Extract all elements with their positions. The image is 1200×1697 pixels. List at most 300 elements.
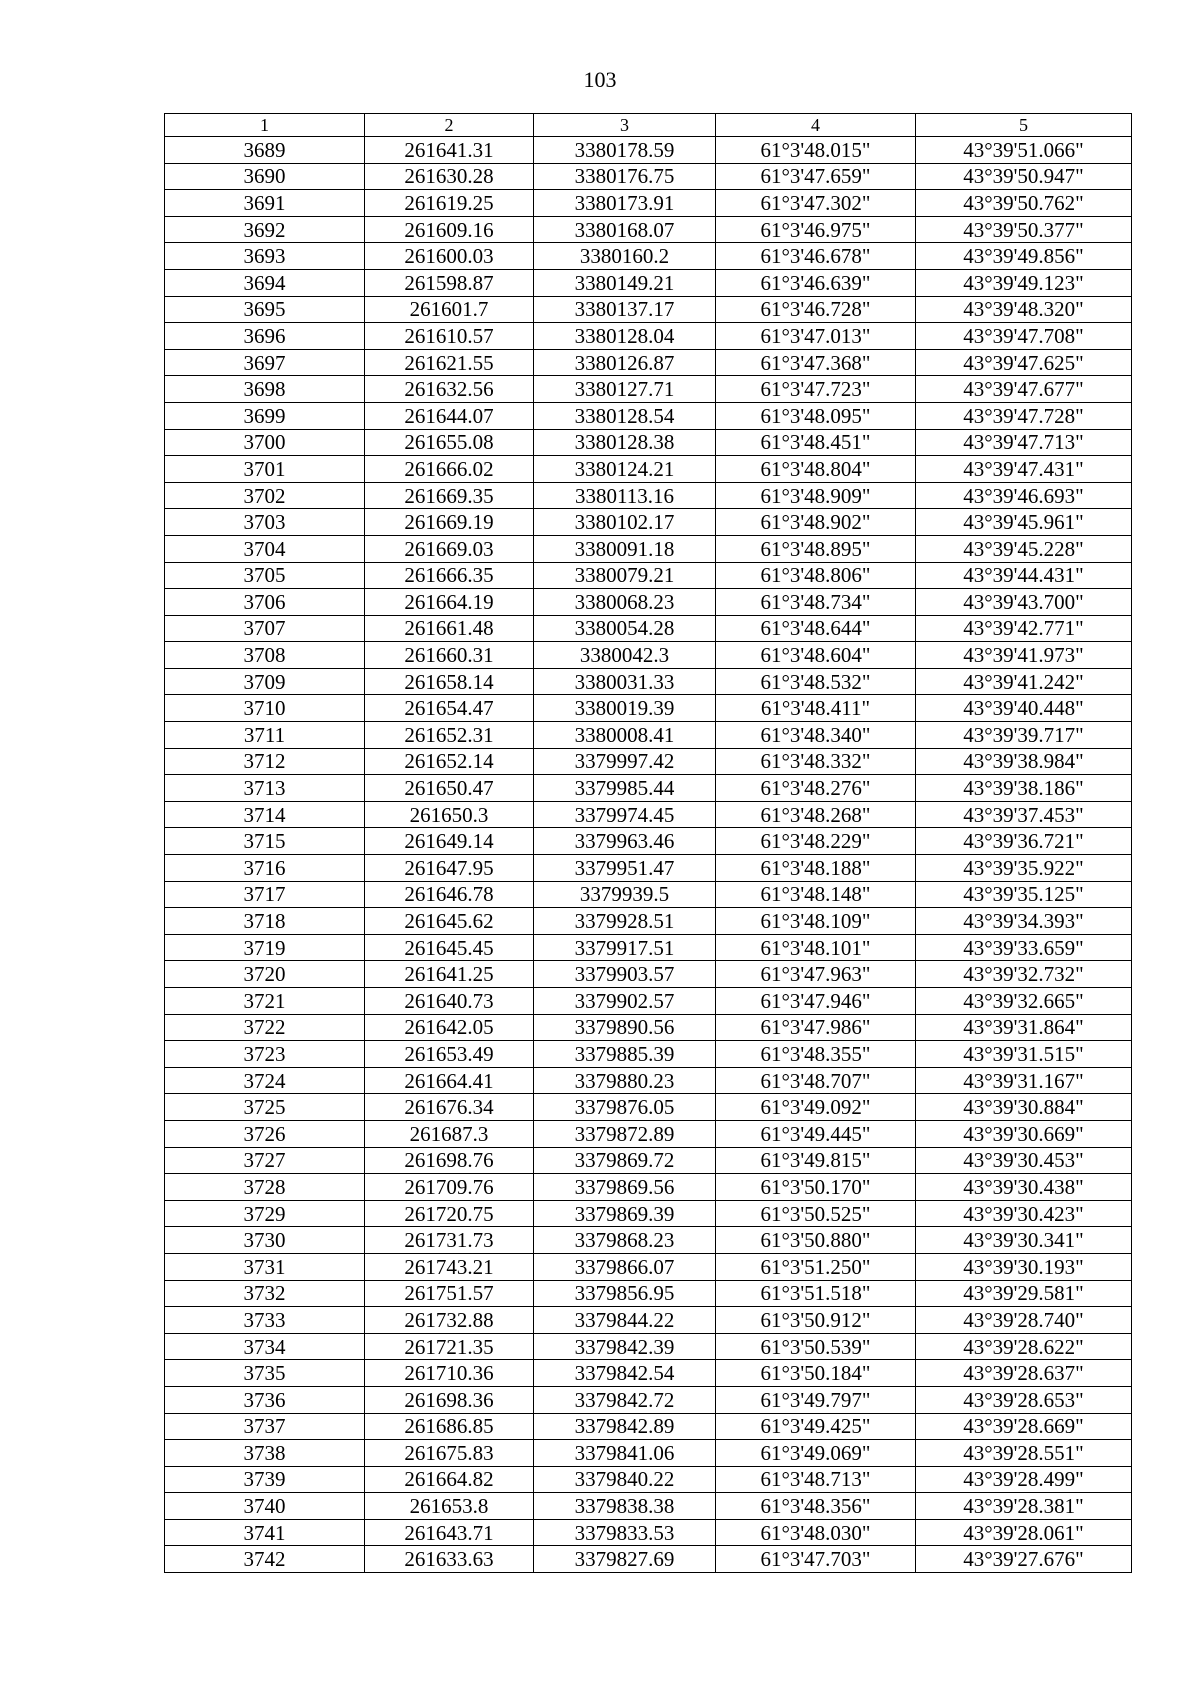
table-cell: 261649.14 xyxy=(365,828,534,855)
table-cell: 61°3'48.902" xyxy=(716,509,916,536)
table-cell: 3737 xyxy=(165,1413,365,1440)
column-header: 4 xyxy=(716,114,916,137)
table-cell: 43°39'43.700" xyxy=(916,589,1132,616)
table-cell: 3734 xyxy=(165,1333,365,1360)
table-cell: 3731 xyxy=(165,1253,365,1280)
table-cell: 3700 xyxy=(165,429,365,456)
table-cell: 3379842.72 xyxy=(534,1386,716,1413)
table-cell: 43°39'47.713" xyxy=(916,429,1132,456)
table-cell: 3703 xyxy=(165,509,365,536)
table-cell: 261660.31 xyxy=(365,642,534,669)
table-row xyxy=(165,402,1132,429)
table-cell: 261645.45 xyxy=(365,934,534,961)
table-cell: 43°39'49.856" xyxy=(916,243,1132,270)
table-cell: 261720.75 xyxy=(365,1200,534,1227)
table-row xyxy=(165,1120,1132,1147)
table-row xyxy=(165,243,1132,270)
table-cell: 261641.31 xyxy=(365,137,534,164)
table-cell: 3380160.2 xyxy=(534,243,716,270)
table-row xyxy=(165,456,1132,483)
table-cell: 43°39'28.669" xyxy=(916,1413,1132,1440)
table-cell: 43°39'37.453" xyxy=(916,801,1132,828)
table-cell: 3701 xyxy=(165,456,365,483)
table-cell: 61°3'48.411" xyxy=(716,695,916,722)
table-cell: 3696 xyxy=(165,323,365,350)
table-cell: 3379974.45 xyxy=(534,801,716,828)
table-cell: 3379880.23 xyxy=(534,1067,716,1094)
table-cell: 61°3'48.895" xyxy=(716,535,916,562)
table-cell: 43°39'32.665" xyxy=(916,988,1132,1015)
table-cell: 61°3'46.639" xyxy=(716,269,916,296)
table-cell: 43°39'38.186" xyxy=(916,775,1132,802)
table-cell: 3695 xyxy=(165,296,365,323)
table-row xyxy=(165,775,1132,802)
table-row xyxy=(165,1440,1132,1467)
table-cell: 43°39'39.717" xyxy=(916,722,1132,749)
table-cell: 61°3'49.092" xyxy=(716,1094,916,1121)
table-cell: 61°3'48.268" xyxy=(716,801,916,828)
table-cell: 61°3'50.880" xyxy=(716,1227,916,1254)
table-cell: 3379890.56 xyxy=(534,1014,716,1041)
table-cell: 3379876.05 xyxy=(534,1094,716,1121)
table-cell: 3712 xyxy=(165,748,365,775)
table-cell: 43°39'28.499" xyxy=(916,1466,1132,1493)
table-cell: 261621.55 xyxy=(365,349,534,376)
table-cell: 61°3'48.713" xyxy=(716,1466,916,1493)
table-cell: 61°3'48.356" xyxy=(716,1493,916,1520)
page-number: 103 xyxy=(583,67,617,92)
table-cell: 3380042.3 xyxy=(534,642,716,669)
table-cell: 43°39'48.320" xyxy=(916,296,1132,323)
table-cell: 3693 xyxy=(165,243,365,270)
table-cell: 3736 xyxy=(165,1386,365,1413)
table-row xyxy=(165,668,1132,695)
table-cell: 43°39'28.637" xyxy=(916,1360,1132,1387)
table-row xyxy=(165,855,1132,882)
table-cell: 261643.71 xyxy=(365,1519,534,1546)
table-cell: 3380127.71 xyxy=(534,376,716,403)
table-cell: 3379939.5 xyxy=(534,881,716,908)
table-row xyxy=(165,1253,1132,1280)
table-row xyxy=(165,1174,1132,1201)
table-cell: 43°39'34.393" xyxy=(916,908,1132,935)
table-cell: 43°39'50.377" xyxy=(916,216,1132,243)
table-row xyxy=(165,1280,1132,1307)
table-cell: 43°39'46.693" xyxy=(916,482,1132,509)
coordinates-table xyxy=(164,113,1132,1573)
table-row xyxy=(165,1519,1132,1546)
table-cell: 3705 xyxy=(165,562,365,589)
table-row xyxy=(165,1041,1132,1068)
table-cell: 3380031.33 xyxy=(534,668,716,695)
table-row xyxy=(165,881,1132,908)
table-cell: 3732 xyxy=(165,1280,365,1307)
table-cell: 3740 xyxy=(165,1493,365,1520)
table-cell: 3379833.53 xyxy=(534,1519,716,1546)
table-cell: 3738 xyxy=(165,1440,365,1467)
table-cell: 261732.88 xyxy=(365,1307,534,1334)
table-cell: 61°3'47.703" xyxy=(716,1546,916,1573)
table-body xyxy=(165,137,1132,1573)
table-cell: 61°3'50.912" xyxy=(716,1307,916,1334)
table-cell: 61°3'46.678" xyxy=(716,243,916,270)
table-cell: 61°3'48.806" xyxy=(716,562,916,589)
table-row xyxy=(165,323,1132,350)
table-cell: 43°39'47.708" xyxy=(916,323,1132,350)
table-row xyxy=(165,349,1132,376)
table-cell: 3692 xyxy=(165,216,365,243)
table-cell: 3380124.21 xyxy=(534,456,716,483)
table-cell: 261653.49 xyxy=(365,1041,534,1068)
table-cell: 43°39'31.515" xyxy=(916,1041,1132,1068)
table-row xyxy=(165,1360,1132,1387)
table-cell: 61°3'49.425" xyxy=(716,1413,916,1440)
table-cell: 61°3'48.604" xyxy=(716,642,916,669)
table-cell: 261653.8 xyxy=(365,1493,534,1520)
table-cell: 261669.35 xyxy=(365,482,534,509)
table-cell: 43°39'51.066" xyxy=(916,137,1132,164)
column-header: 1 xyxy=(165,114,365,137)
table-cell: 43°39'38.984" xyxy=(916,748,1132,775)
table-cell: 3380149.21 xyxy=(534,269,716,296)
table-cell: 61°3'48.532" xyxy=(716,668,916,695)
table-cell: 3380054.28 xyxy=(534,615,716,642)
table-cell: 43°39'47.625" xyxy=(916,349,1132,376)
table-cell: 43°39'45.961" xyxy=(916,509,1132,536)
table-cell: 43°39'30.438" xyxy=(916,1174,1132,1201)
table-cell: 3380008.41 xyxy=(534,722,716,749)
table-row xyxy=(165,137,1132,164)
column-header: 5 xyxy=(916,114,1132,137)
column-header: 2 xyxy=(365,114,534,137)
table-cell: 261721.35 xyxy=(365,1333,534,1360)
table-cell: 3718 xyxy=(165,908,365,935)
table-cell: 3379869.56 xyxy=(534,1174,716,1201)
table-cell: 3724 xyxy=(165,1067,365,1094)
table-row xyxy=(165,482,1132,509)
table-cell: 43°39'36.721" xyxy=(916,828,1132,855)
table-cell: 43°39'31.864" xyxy=(916,1014,1132,1041)
table-cell: 61°3'49.797" xyxy=(716,1386,916,1413)
table-cell: 61°3'48.148" xyxy=(716,881,916,908)
table-cell: 43°39'28.622" xyxy=(916,1333,1132,1360)
table-cell: 261709.76 xyxy=(365,1174,534,1201)
table-cell: 3717 xyxy=(165,881,365,908)
table-cell: 261661.48 xyxy=(365,615,534,642)
table-cell: 3379985.44 xyxy=(534,775,716,802)
table-cell: 3710 xyxy=(165,695,365,722)
table-row xyxy=(165,1227,1132,1254)
table-cell: 61°3'51.250" xyxy=(716,1253,916,1280)
table-row xyxy=(165,1466,1132,1493)
table-cell: 261601.7 xyxy=(365,296,534,323)
table-cell: 3742 xyxy=(165,1546,365,1573)
table-cell: 61°3'48.340" xyxy=(716,722,916,749)
table-cell: 261675.83 xyxy=(365,1440,534,1467)
table-cell: 3735 xyxy=(165,1360,365,1387)
table-cell: 261664.19 xyxy=(365,589,534,616)
table-cell: 3380091.18 xyxy=(534,535,716,562)
table-cell: 261687.3 xyxy=(365,1120,534,1147)
table-cell: 261598.87 xyxy=(365,269,534,296)
table-cell: 261666.02 xyxy=(365,456,534,483)
table-row xyxy=(165,1546,1132,1573)
table-cell: 43°39'40.448" xyxy=(916,695,1132,722)
table-cell: 3379963.46 xyxy=(534,828,716,855)
table-cell: 3380102.17 xyxy=(534,509,716,536)
table-row xyxy=(165,163,1132,190)
table-cell: 3725 xyxy=(165,1094,365,1121)
table-cell: 3741 xyxy=(165,1519,365,1546)
table-row xyxy=(165,615,1132,642)
table-cell: 43°39'49.123" xyxy=(916,269,1132,296)
table-cell: 3379841.06 xyxy=(534,1440,716,1467)
table-cell: 261666.35 xyxy=(365,562,534,589)
table-cell: 261650.47 xyxy=(365,775,534,802)
table-row xyxy=(165,216,1132,243)
table-cell: 43°39'30.193" xyxy=(916,1253,1132,1280)
table-cell: 261650.3 xyxy=(365,801,534,828)
table-cell: 61°3'50.184" xyxy=(716,1360,916,1387)
table-cell: 3721 xyxy=(165,988,365,1015)
table-cell: 61°3'50.525" xyxy=(716,1200,916,1227)
table-row xyxy=(165,429,1132,456)
table-cell: 3704 xyxy=(165,535,365,562)
table-row xyxy=(165,1200,1132,1227)
table-cell: 3706 xyxy=(165,589,365,616)
table-cell: 3379869.72 xyxy=(534,1147,716,1174)
table-row xyxy=(165,961,1132,988)
table-cell: 61°3'47.368" xyxy=(716,349,916,376)
table-cell: 61°3'48.030" xyxy=(716,1519,916,1546)
table-cell: 43°39'35.922" xyxy=(916,855,1132,882)
table-cell: 3728 xyxy=(165,1174,365,1201)
table-cell: 3380126.87 xyxy=(534,349,716,376)
table-cell: 261669.19 xyxy=(365,509,534,536)
table-cell: 3379842.39 xyxy=(534,1333,716,1360)
table-cell: 3379872.89 xyxy=(534,1120,716,1147)
table-cell: 61°3'47.659" xyxy=(716,163,916,190)
table-row xyxy=(165,801,1132,828)
table-cell: 261644.07 xyxy=(365,402,534,429)
table-cell: 261630.28 xyxy=(365,163,534,190)
table-cell: 3691 xyxy=(165,190,365,217)
table-cell: 61°3'47.986" xyxy=(716,1014,916,1041)
table-cell: 61°3'48.734" xyxy=(716,589,916,616)
table-cell: 61°3'47.946" xyxy=(716,988,916,1015)
table-cell: 61°3'48.804" xyxy=(716,456,916,483)
table-cell: 61°3'46.975" xyxy=(716,216,916,243)
table-cell: 261600.03 xyxy=(365,243,534,270)
table-cell: 43°39'28.381" xyxy=(916,1493,1132,1520)
table-row xyxy=(165,828,1132,855)
table-cell: 261731.73 xyxy=(365,1227,534,1254)
table-cell: 43°39'31.167" xyxy=(916,1067,1132,1094)
table-cell: 43°39'28.653" xyxy=(916,1386,1132,1413)
table-cell: 43°39'30.884" xyxy=(916,1094,1132,1121)
table-cell: 3380178.59 xyxy=(534,137,716,164)
table-cell: 3380068.23 xyxy=(534,589,716,616)
table-cell: 261609.16 xyxy=(365,216,534,243)
table-cell: 261647.95 xyxy=(365,855,534,882)
table-cell: 3719 xyxy=(165,934,365,961)
table-cell: 3713 xyxy=(165,775,365,802)
table-cell: 261610.57 xyxy=(365,323,534,350)
table-cell: 43°39'45.228" xyxy=(916,535,1132,562)
table-cell: 61°3'48.101" xyxy=(716,934,916,961)
table-row xyxy=(165,190,1132,217)
table-cell: 43°39'44.431" xyxy=(916,562,1132,589)
table-cell: 261633.63 xyxy=(365,1546,534,1573)
table-cell: 43°39'41.973" xyxy=(916,642,1132,669)
table-row xyxy=(165,1386,1132,1413)
table-cell: 43°39'32.732" xyxy=(916,961,1132,988)
table-cell: 3380019.39 xyxy=(534,695,716,722)
table-row xyxy=(165,1094,1132,1121)
table-row xyxy=(165,1147,1132,1174)
table-cell: 61°3'49.445" xyxy=(716,1120,916,1147)
table-cell: 3708 xyxy=(165,642,365,669)
table-cell: 3380173.91 xyxy=(534,190,716,217)
table-cell: 3722 xyxy=(165,1014,365,1041)
table-row xyxy=(165,722,1132,749)
table-cell: 43°39'47.431" xyxy=(916,456,1132,483)
table-cell: 61°3'47.302" xyxy=(716,190,916,217)
table-cell: 3733 xyxy=(165,1307,365,1334)
table-cell: 3379903.57 xyxy=(534,961,716,988)
table-cell: 3379844.22 xyxy=(534,1307,716,1334)
table-cell: 43°39'50.762" xyxy=(916,190,1132,217)
table-cell: 261669.03 xyxy=(365,535,534,562)
table-cell: 261642.05 xyxy=(365,1014,534,1041)
table-row xyxy=(165,1493,1132,1520)
table-cell: 3739 xyxy=(165,1466,365,1493)
table-cell: 3699 xyxy=(165,402,365,429)
table-cell: 3379902.57 xyxy=(534,988,716,1015)
table-cell: 61°3'48.332" xyxy=(716,748,916,775)
table-cell: 3715 xyxy=(165,828,365,855)
table-cell: 3379951.47 xyxy=(534,855,716,882)
table-row xyxy=(165,509,1132,536)
table-cell: 261698.76 xyxy=(365,1147,534,1174)
table-cell: 61°3'48.909" xyxy=(716,482,916,509)
table-row xyxy=(165,1014,1132,1041)
table-cell: 261619.25 xyxy=(365,190,534,217)
table-cell: 261698.36 xyxy=(365,1386,534,1413)
table-cell: 61°3'48.095" xyxy=(716,402,916,429)
table-row xyxy=(165,535,1132,562)
table-cell: 261664.41 xyxy=(365,1067,534,1094)
table-cell: 3379866.07 xyxy=(534,1253,716,1280)
table-cell: 43°39'28.740" xyxy=(916,1307,1132,1334)
table-cell: 43°39'30.341" xyxy=(916,1227,1132,1254)
table-row xyxy=(165,748,1132,775)
table-cell: 61°3'50.539" xyxy=(716,1333,916,1360)
table-cell: 43°39'47.728" xyxy=(916,402,1132,429)
table-cell: 3380113.16 xyxy=(534,482,716,509)
table-cell: 61°3'48.451" xyxy=(716,429,916,456)
table-cell: 3379842.89 xyxy=(534,1413,716,1440)
table-cell: 3379827.69 xyxy=(534,1546,716,1573)
table-cell: 43°39'30.453" xyxy=(916,1147,1132,1174)
table-cell: 43°39'50.947" xyxy=(916,163,1132,190)
table-cell: 261751.57 xyxy=(365,1280,534,1307)
table-cell: 3707 xyxy=(165,615,365,642)
table-cell: 61°3'48.188" xyxy=(716,855,916,882)
table-row xyxy=(165,376,1132,403)
table-row xyxy=(165,934,1132,961)
table-row xyxy=(165,695,1132,722)
table-cell: 261676.34 xyxy=(365,1094,534,1121)
table-row xyxy=(165,296,1132,323)
table-cell: 3379917.51 xyxy=(534,934,716,961)
table-cell: 261646.78 xyxy=(365,881,534,908)
table-cell: 61°3'48.707" xyxy=(716,1067,916,1094)
table-cell: 43°39'42.771" xyxy=(916,615,1132,642)
table-cell: 3720 xyxy=(165,961,365,988)
table-row xyxy=(165,908,1132,935)
table-cell: 261652.14 xyxy=(365,748,534,775)
table-cell: 3694 xyxy=(165,269,365,296)
table-cell: 61°3'48.355" xyxy=(716,1041,916,1068)
table-cell: 3380168.07 xyxy=(534,216,716,243)
table-cell: 261652.31 xyxy=(365,722,534,749)
table-cell: 43°39'41.242" xyxy=(916,668,1132,695)
table-cell: 61°3'51.518" xyxy=(716,1280,916,1307)
table-cell: 261640.73 xyxy=(365,988,534,1015)
table-cell: 43°39'35.125" xyxy=(916,881,1132,908)
table-row xyxy=(165,1413,1132,1440)
table-cell: 261686.85 xyxy=(365,1413,534,1440)
table-cell: 3697 xyxy=(165,349,365,376)
table-cell: 261664.82 xyxy=(365,1466,534,1493)
table-cell: 3711 xyxy=(165,722,365,749)
table-cell: 3698 xyxy=(165,376,365,403)
table-row xyxy=(165,1067,1132,1094)
table-cell: 3380128.04 xyxy=(534,323,716,350)
table-cell: 61°3'47.723" xyxy=(716,376,916,403)
table-cell: 3729 xyxy=(165,1200,365,1227)
table-cell: 3379840.22 xyxy=(534,1466,716,1493)
table-cell: 3723 xyxy=(165,1041,365,1068)
table-cell: 3379928.51 xyxy=(534,908,716,935)
table-cell: 261710.36 xyxy=(365,1360,534,1387)
column-header: 3 xyxy=(534,114,716,137)
table-cell: 43°39'27.676" xyxy=(916,1546,1132,1573)
table-cell: 3730 xyxy=(165,1227,365,1254)
table-row xyxy=(165,988,1132,1015)
header-row xyxy=(165,114,1132,137)
table-cell: 3379869.39 xyxy=(534,1200,716,1227)
table-row xyxy=(165,1333,1132,1360)
table-cell: 43°39'47.677" xyxy=(916,376,1132,403)
table-cell: 261743.21 xyxy=(365,1253,534,1280)
table-cell: 61°3'48.229" xyxy=(716,828,916,855)
table-cell: 43°39'30.669" xyxy=(916,1120,1132,1147)
table-cell: 61°3'49.069" xyxy=(716,1440,916,1467)
table-cell: 261655.08 xyxy=(365,429,534,456)
table-cell: 3379885.39 xyxy=(534,1041,716,1068)
table-cell: 3726 xyxy=(165,1120,365,1147)
table-cell: 261641.25 xyxy=(365,961,534,988)
table-cell: 3727 xyxy=(165,1147,365,1174)
table-cell: 61°3'47.013" xyxy=(716,323,916,350)
table-cell: 261632.56 xyxy=(365,376,534,403)
table-cell: 3379842.54 xyxy=(534,1360,716,1387)
table-row xyxy=(165,589,1132,616)
table-cell: 61°3'48.276" xyxy=(716,775,916,802)
table-cell: 61°3'46.728" xyxy=(716,296,916,323)
